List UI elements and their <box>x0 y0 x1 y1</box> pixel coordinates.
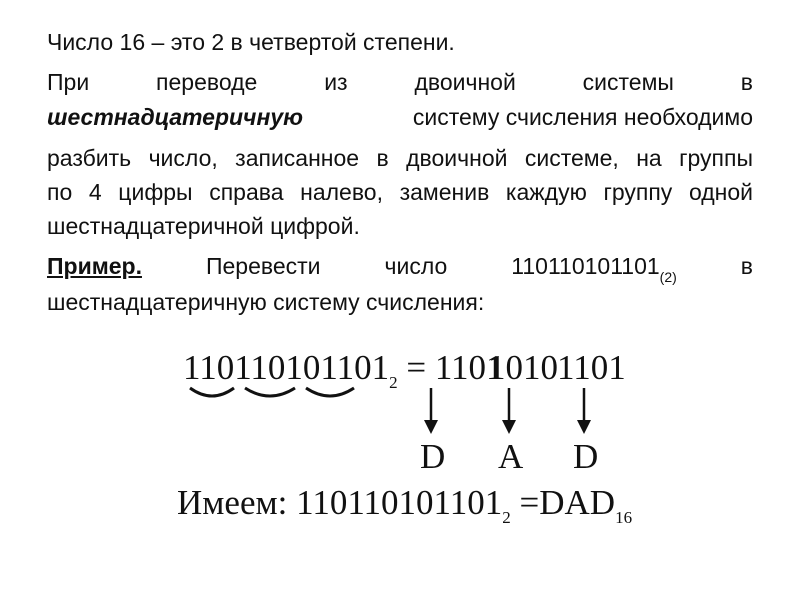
paragraph-line-2-rest: систему счисления необходимо <box>412 104 753 130</box>
group-1: 1101 <box>434 348 504 387</box>
paragraph-line-4: по 4 цифры справа налево, заменив каждую группу одной <box>47 179 753 205</box>
result-equals: = <box>519 483 540 522</box>
word: двоичной <box>414 69 516 95</box>
example-line-2: шестнадцатеричную систему счисления: <box>47 289 485 315</box>
figure-binary-base: 2 <box>389 373 398 392</box>
base-subscript: (2) <box>659 269 677 285</box>
hex-digit-1: D <box>420 437 446 476</box>
figure-equals: = <box>406 348 427 387</box>
word: системы <box>582 69 674 95</box>
arrowhead <box>502 420 516 434</box>
arrowhead <box>577 420 591 434</box>
word: При <box>47 69 90 95</box>
binary-digits: 110110101101 <box>511 253 660 279</box>
example-label: Пример. <box>47 253 142 279</box>
word: переводе <box>156 69 258 95</box>
hex-digit-2: A <box>498 437 524 476</box>
result-hex: DAD <box>539 483 616 522</box>
result-label: Имеем: <box>177 483 288 522</box>
word: в <box>740 69 753 95</box>
paragraph-line-5: шестнадцатеричной цифрой. <box>47 213 360 239</box>
group-2: 1010 <box>488 348 558 387</box>
group-brace <box>245 388 295 396</box>
result-hex-base: 16 <box>615 508 633 527</box>
paragraph-line-3: разбить число, записанное в двоичной системе, на группы <box>47 145 753 171</box>
emphasized-term: шестнадцатеричную <box>47 104 304 130</box>
arrowhead <box>424 420 438 434</box>
group-3: 1101 <box>557 348 626 387</box>
result-binary: 110110101101 <box>296 483 503 522</box>
group-brace <box>190 388 234 396</box>
hex-digit-3: D <box>573 437 599 476</box>
intro-line: Число 16 – это 2 в четвертой степени. <box>47 29 455 55</box>
word: из <box>324 69 348 95</box>
word: Перевести <box>205 253 321 279</box>
result-line <box>177 483 632 538</box>
result-binary-base: 2 <box>502 508 511 527</box>
word: в <box>740 253 753 279</box>
figure-binary: 110110101101 <box>183 348 390 387</box>
group-brace <box>306 388 354 396</box>
word: число <box>384 253 448 279</box>
